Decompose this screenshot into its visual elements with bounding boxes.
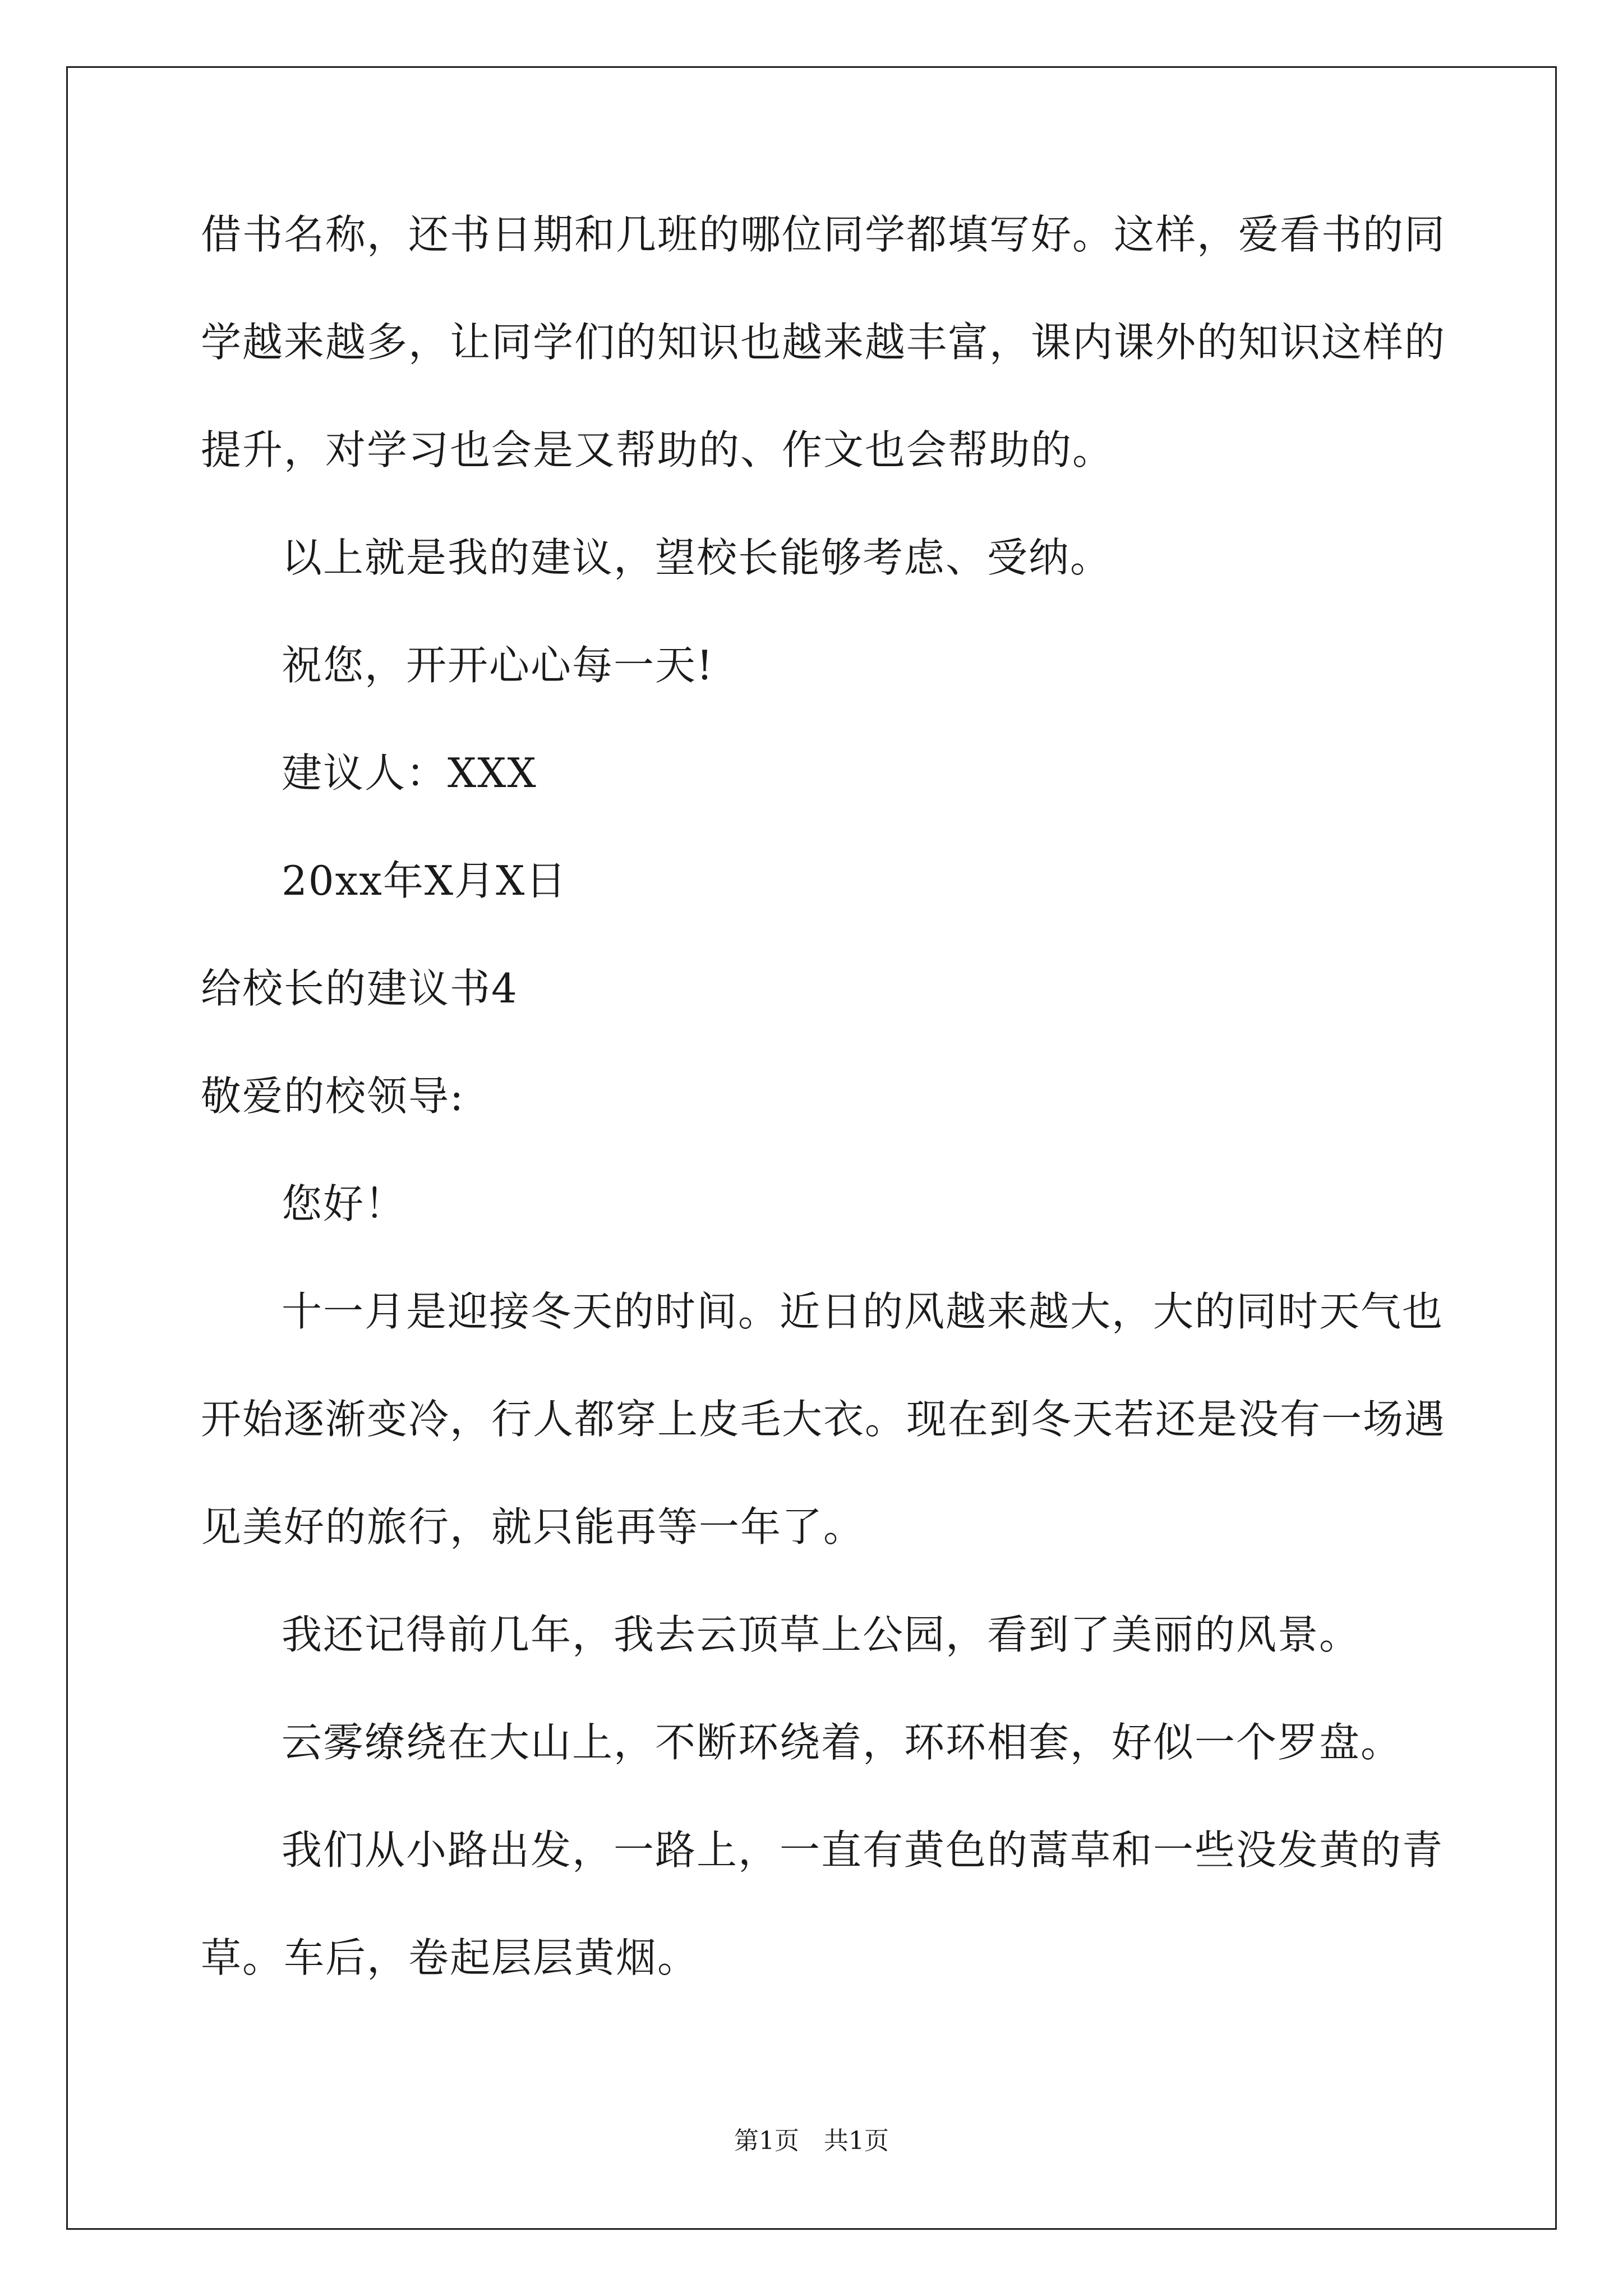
- signature-line: 建议人：XXX: [282, 749, 537, 797]
- paragraph-line: 开始逐渐变冷，行人都穿上皮毛大衣。现在到冬天若还是没有一场遇: [201, 1396, 1446, 1443]
- paragraph-line: 以上就是我的建议，望校长能够考虑、受纳。: [282, 534, 1112, 581]
- greeting: 您好！: [282, 1180, 407, 1227]
- paragraph-line: 草。车后，卷起层层黄烟。: [201, 1934, 699, 1981]
- page-border: [66, 66, 1557, 2230]
- date-line: 20xx年X月X日: [282, 857, 568, 904]
- page-footer: 第1页 共1页: [734, 2127, 889, 2155]
- paragraph-line: 见美好的旅行，就只能再等一年了。: [201, 1503, 865, 1550]
- paragraph-line: 十一月是迎接冬天的时间。近日的风越来越大，大的同时天气也: [282, 1288, 1444, 1335]
- paragraph-line: 我还记得前几年，我去云顶草上公园，看到了美丽的风景。: [282, 1611, 1361, 1658]
- paragraph-line: 我们从小路出发，一路上，一直有黄色的蒿草和一些没发黄的青: [282, 1826, 1444, 1874]
- paragraph-line: 提升，对学习也会是又帮助的、作文也会帮助的。: [201, 426, 1114, 473]
- closing-wish: 祝您，开开心心每一天!: [282, 642, 714, 689]
- salutation: 敬爱的校领导:: [201, 1073, 465, 1120]
- paragraph-line: 学越来越多，让同学们的知识也越来越丰富，课内课外的知识这样的: [201, 319, 1446, 366]
- paragraph-line: 借书名称，还书日期和几班的哪位同学都填写好。这样，爱看书的同: [201, 211, 1446, 258]
- section-title: 给校长的建议书4: [201, 965, 518, 1012]
- paragraph-line: 云雾缭绕在大山上，不断环绕着，环环相套，好似一个罗盘。: [282, 1719, 1403, 1766]
